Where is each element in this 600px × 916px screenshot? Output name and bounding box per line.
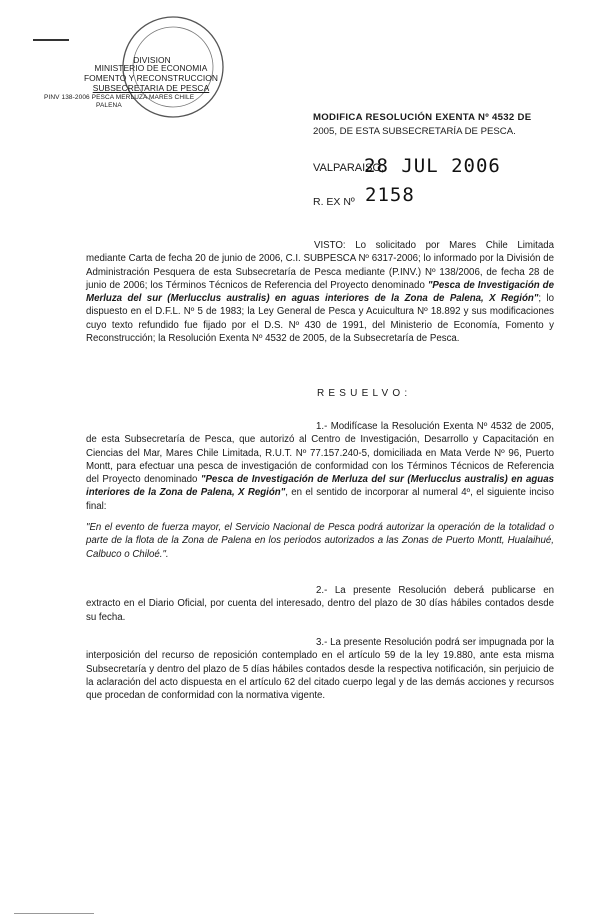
scan-edge-line <box>14 913 94 914</box>
subject-rest: 2005, DE ESTA SUBSECRETARÍA DE PESCA. <box>313 126 516 137</box>
margin-dash <box>33 39 69 41</box>
ministry-line-3: SUBSECRETARIA DE PESCA <box>92 83 210 93</box>
visto-project: "Pesca de Investigación de Merluza del sur (Merlucclus australis) en aguas interiores de la Zona de Palena, X Región" <box>86 279 554 305</box>
subject-bold: MODIFICA RESOLUCIÓN EXENTA Nº 4532 DE <box>313 112 532 123</box>
item-3-text: La presente Resolución podrá ser impugnada por la interposición del recurso de reposición contemplado en el artículo 59 de la ley 19.880, ante esta misma Subsecretaría y dentro del plazo de 5 días hábiles contados desde la respectiva notificación, sin perjuicio de la aclaración del acto dispuesta en el artículo 62 del citado cuerpo legal y de las demás acciones y recursos que procedan de conformidad con la normativa vigente. <box>86 637 554 702</box>
quoted-clause: "En el evento de fuerza mayor, el Servicio Nacional de Pesca podrá autorizar la operación de la totalidad o parte de la flota de la Zona de Palena en los periodos autorizados a las Zonas de Puerto Montt, Hualaihué, Calbuco o Chiloé.". <box>86 522 554 560</box>
resuelvo-heading: RESUELVO: <box>317 388 412 399</box>
item-2-text: La presente Resolución deberá publicarse en extracto en el Diario Oficial, por cuenta del interesado, dentro del plazo de 30 días hábiles contados desde su fecha. <box>86 585 554 623</box>
visto-paragraph <box>86 239 554 345</box>
visto-lead: VISTO: <box>314 240 346 251</box>
item-1-number: 1.- <box>316 421 328 432</box>
item-1-paragraph <box>86 420 554 513</box>
resolution-label: R. EX Nº <box>313 196 355 208</box>
visto-text-2: ; lo dispuesto en el D.F.L. Nº 5 de 1983; la Ley General de Pesca y Acuicultura Nº 18.892 y sus modificaciones cuyo texto refundido fue fijado por el D.S. Nº 430 de 1991, del Ministerio de Economía, Fomento y Reconstrucción; la Resolución Exenta Nº 4532 de 2005, de la Subsecretaría de Pesca. <box>86 293 554 345</box>
visto-text-1: Lo solicitado por Mares Chile Limitada mediante Carta de fecha 20 de junio de 2006, C.I. SUBPESCA Nº 6317-2006; lo informado por la División de Administración Pesquera de esta Subsecretaría de Pesca mediante (P.INV.) Nº 138/2006, de fecha 28 de junio de 2006; los Términos Técnicos de Referencia del Proyecto denominado <box>86 240 554 291</box>
reference-line-2: PALENA <box>96 102 122 109</box>
resolution-number: 2158 <box>365 184 415 206</box>
item-2-number: 2.- <box>316 585 328 596</box>
item-1-text-1: Modifícase la Resolución Exenta Nº 4532 de 2005, de esta Subsecretaría de Pesca, que autorizó al Centro de Investigación, Desarrollo y Capacitación en Ciencias del Mar, Mares Chile Limitada, R.U.T. Nº 77.157.240-5, domiciliada en Mata Verde Nº 96, Puerto Montt, para efectuar una pesca de investigación de conformidad con los Términos Técnicos de Referencia del Proyecto denominado <box>86 421 554 486</box>
item-3-number: 3.- <box>316 637 328 648</box>
ministry-line-1: MINISTERIO DE ECONOMIA <box>94 63 208 73</box>
subject-block <box>313 111 563 139</box>
item-3-paragraph <box>86 636 554 702</box>
date-stamp: 28 JUL 2006 <box>364 155 501 177</box>
item-2-paragraph <box>86 584 554 624</box>
place-label: VALPARAISO, <box>313 162 385 174</box>
item-1-project: "Pesca de Investigación de Merluza del sur (Merlucclus australis) en aguas interiores de la Zona de Palena, X Región" <box>86 474 554 499</box>
item-1-text-2: , en el sentido de incorporar al numeral 4º, el siguiente inciso final: <box>86 487 554 512</box>
stamp-division-text: DIVISION <box>133 55 171 65</box>
ministry-line-2: FOMENTO Y RECONSTRUCCION <box>83 73 219 83</box>
reference-line: PINV 138-2006 PESCA MERLUZA MARES CHILE <box>44 94 195 101</box>
